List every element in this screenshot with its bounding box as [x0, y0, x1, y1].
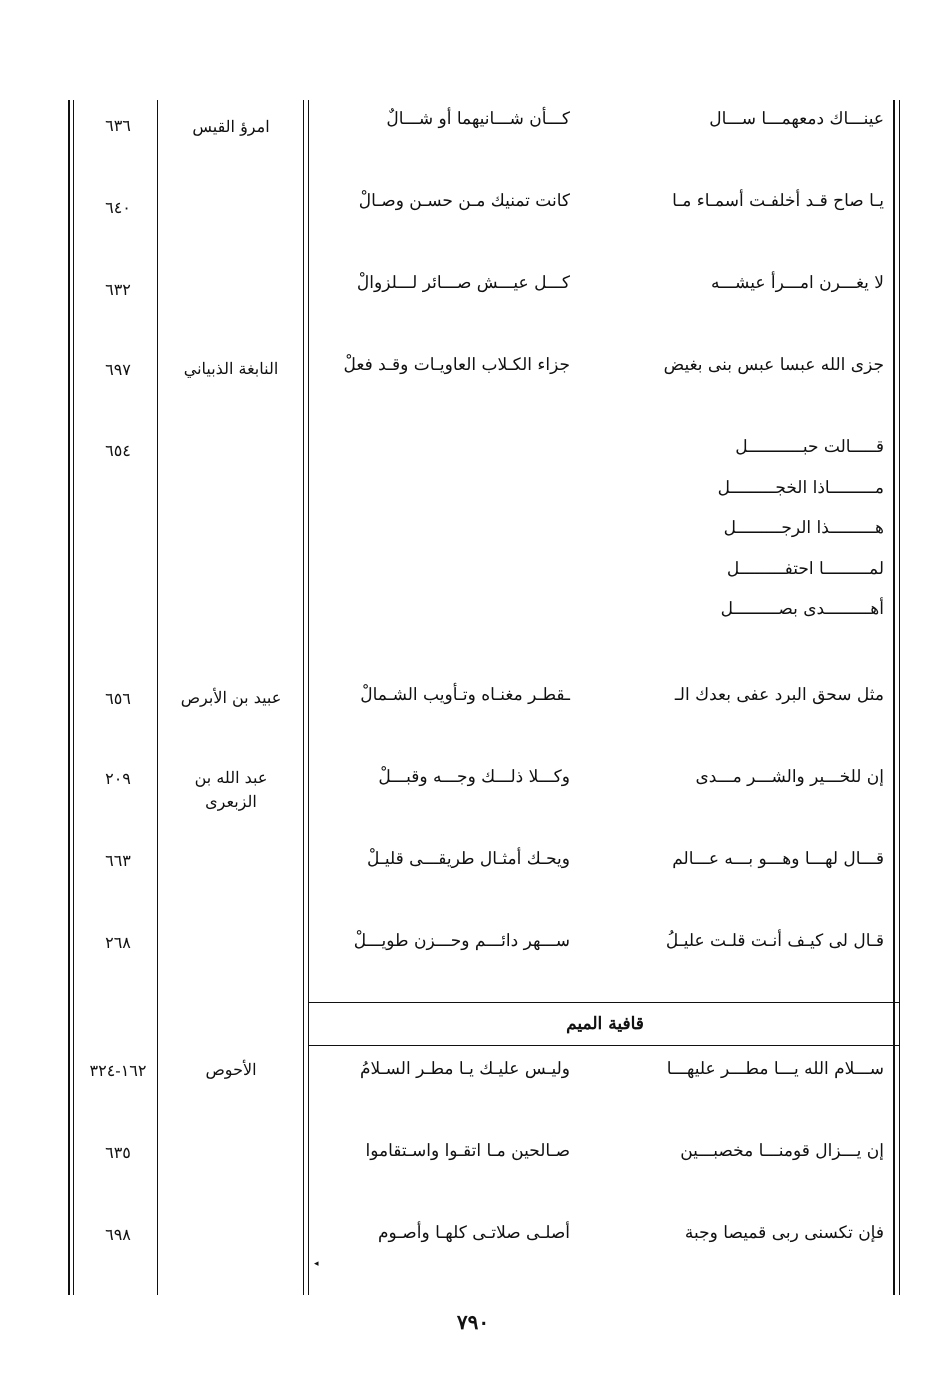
first-hemistich: إن للخـــير والشـــر مـــدى — [695, 767, 884, 787]
first-hemistich: مثل سحق البرد عفى بعدك الـ — [674, 685, 884, 705]
poet-name: النابغة الذبياني — [183, 359, 279, 378]
section-title: قافية الميم — [566, 1014, 644, 1034]
first-hemistich: جزى الله عبسا عبس بنى بغيض — [663, 355, 884, 375]
second-hemistich: كـــأن شـــانيهما أو شـــالٌ — [386, 109, 570, 129]
right-border-double-a — [893, 100, 895, 1295]
right-border-double-b — [899, 100, 900, 1295]
section-rule-bottom — [308, 1045, 900, 1046]
page-reference: ٦٩٧ — [105, 360, 131, 379]
poet-name: امرؤ القيس — [192, 117, 270, 136]
second-hemistich: كانت تمنيك مـن حسـن وصـالْ — [358, 191, 570, 211]
page-number: ٧٩٠ — [456, 1310, 490, 1334]
first-hemistich: ســـلام الله يـــا مطـــر عليهـــا — [666, 1059, 884, 1079]
second-hemistich: ويحـك أمثـال طريقـــى قليـلْ — [367, 849, 570, 869]
second-hemistich: كـــل عيـــش صـــائر لـــلزوالْ — [356, 273, 570, 293]
page-reference: ٦٣٢ — [105, 280, 131, 299]
page-reference: ٢٦٨ — [105, 933, 131, 952]
second-hemistich: وليـس عليـك يـا مطـر السـلامُ — [359, 1059, 570, 1079]
stacked-line: مـــــــــاذا الخجـــــــــل — [717, 478, 884, 498]
page-reference: ٦٣٦ — [105, 116, 131, 135]
page-reference: ٦٤٠ — [105, 198, 131, 217]
first-hemistich: إن يـــزال قومنـــا مخصبـــين — [680, 1141, 884, 1161]
page-reference: ٢٠٩ — [105, 769, 131, 788]
first-hemistich: قـــال لهـــا وهـــو بـــه عـــالم — [672, 849, 884, 869]
poet-name: عبد الله بن الزبعرى — [194, 768, 268, 811]
stacked-line: أهـــــــــدى بصـــــــــل — [720, 599, 884, 619]
page-reference: ٦٥٦ — [105, 689, 131, 708]
second-hemistich: وكـــلا ذلـــك وجـــه وقبـــلْ — [378, 767, 570, 787]
poet-name: الأحوص — [205, 1060, 257, 1079]
second-hemistich: جزاء الكـلاب العاويـات وقـد فعلْ — [343, 355, 570, 375]
first-hemistich: فإن تكسنى ربى قميصا وجبة — [684, 1223, 884, 1243]
stacked-line: قـــــالت حبـــــــــــل — [735, 437, 884, 457]
first-hemistich: قـال لى كيـف أنـت قلـت عليـلُ — [665, 931, 884, 951]
page-reference: ٦٣٥ — [105, 1143, 131, 1162]
page-reference: ٦٦٣ — [105, 851, 131, 870]
first-hemistich: عينـــاك دمعهمـــا ســـال — [709, 109, 884, 129]
first-hemistich: لا يغـــرن امـــرأ عيشـــه — [710, 273, 884, 293]
page-reference: ١٦٢-٣٢٤ — [89, 1061, 147, 1080]
stacked-line: هـــــــــذا الرجـــــــــل — [723, 518, 884, 538]
second-hemistich: ســـهر دائـــم وحـــزن طويـــلْ — [353, 931, 570, 951]
page-reference: ٦٥٤ — [105, 441, 131, 460]
second-hemistich: أصلـى صلاتـى كلهـا وأصـوم — [378, 1223, 570, 1243]
second-hemistich: ـقطـر مغنـاه وتـأويب الشـمالْ — [360, 685, 570, 705]
page-reference: ٦٩٨ — [105, 1225, 131, 1244]
poet-name: عبيد بن الأبرص — [180, 688, 282, 707]
section-rule-top — [308, 1002, 900, 1003]
stacked-line: لمـــــــــا احتفـــــــــل — [726, 559, 884, 579]
first-hemistich: يـا صاح قـد أخلفـت أسمـاء مـا — [672, 191, 884, 211]
small-triangle-marker: ◂ — [314, 1259, 319, 1269]
second-hemistich: صـالحين مـا اتقـوا واسـتقاموا — [365, 1141, 570, 1161]
